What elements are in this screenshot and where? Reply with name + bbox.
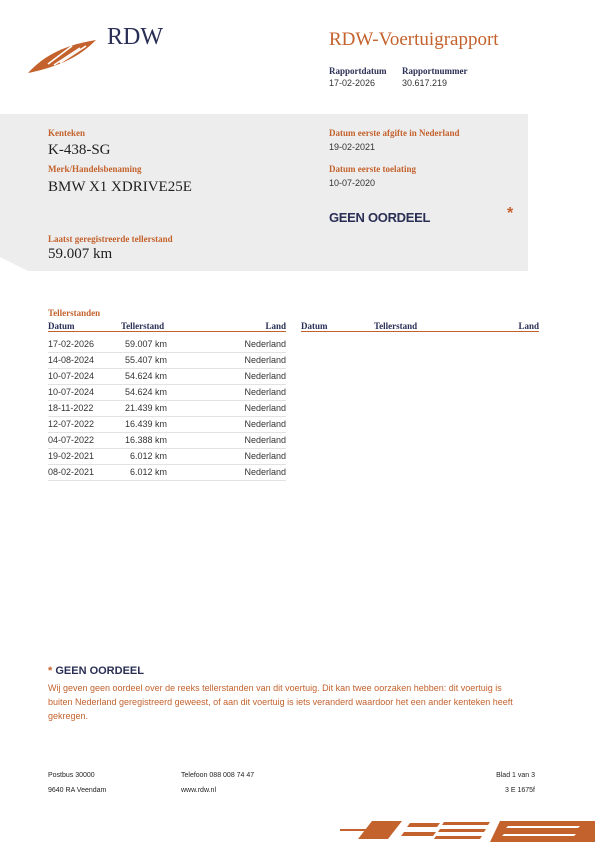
merk-value: BMW X1 XDRIVE25E xyxy=(48,179,192,195)
footer-postbus: Postbus 30000 xyxy=(48,772,95,779)
row-divider xyxy=(48,400,286,401)
row-1-land: Nederland xyxy=(244,339,286,349)
merk-label: Merk/Handelsbenaming xyxy=(48,164,142,174)
row-5-tellerstand: 21.439 km xyxy=(124,403,167,413)
row-4-tellerstand: 54.624 km xyxy=(124,387,167,397)
row-divider xyxy=(48,384,286,385)
rapportnummer-value: 30.617.219 xyxy=(402,78,448,88)
row-2-land: Nederland xyxy=(244,355,286,365)
row-divider xyxy=(48,480,286,481)
tellerstanden-title: Tellerstanden xyxy=(48,308,101,318)
row-4-datum: 10-07-2024 xyxy=(48,387,95,397)
row-divider xyxy=(48,448,286,449)
row-3-datum: 10-07-2024 xyxy=(48,371,95,381)
footer-website: www.rdw.nl xyxy=(181,787,217,794)
toelating-value: 10-07-2020 xyxy=(329,178,376,188)
row-7-datum: 04-07-2022 xyxy=(48,435,95,445)
toelating-label: Datum eerste toelating xyxy=(329,164,416,174)
row-1-datum: 17-02-2026 xyxy=(48,339,95,349)
row-8-datum: 19-02-2021 xyxy=(48,451,95,461)
rdw-logo-icon xyxy=(28,38,98,74)
footnote-text: Wij geven geen oordeel over de reeks tellerstanden van dit voertuig. Dit kan twee oorzaken hebben: dit voertuig is buiten Nederland geregistreerd geweest, of aan dit voertuig is iets veranderd waardoor het een ander kenteken heeft gekregen. xyxy=(48,683,513,721)
row-7-tellerstand: 16.388 km xyxy=(124,435,167,445)
footer-document-code: 3 E 1675f xyxy=(505,787,535,794)
col-header-tellerstand-right: Tellerstand xyxy=(374,321,418,331)
row-2-tellerstand: 55.407 km xyxy=(124,355,167,365)
row-divider xyxy=(48,352,286,353)
row-2-datum: 14-08-2024 xyxy=(48,355,95,365)
row-divider xyxy=(48,432,286,433)
table-header-rule xyxy=(48,331,286,332)
footnote-title-text: GEEN OORDEEL xyxy=(55,665,144,677)
col-header-tellerstand: Tellerstand xyxy=(121,321,165,331)
row-9-land: Nederland xyxy=(244,467,286,477)
row-6-tellerstand: 16.439 km xyxy=(124,419,167,429)
kenteken-value: K-438-SG xyxy=(48,142,111,158)
row-divider xyxy=(48,416,286,417)
row-8-tellerstand: 6.012 km xyxy=(129,451,167,461)
kenteken-label: Kenteken xyxy=(48,128,85,138)
row-divider xyxy=(48,368,286,369)
verdict-text: GEEN OORDEEL xyxy=(329,210,431,225)
col-header-land-right: Land xyxy=(518,321,539,331)
row-6-datum: 12-07-2022 xyxy=(48,419,95,429)
col-header-land: Land xyxy=(265,321,286,331)
brand-name: RDW xyxy=(107,24,163,50)
row-9-tellerstand: 6.012 km xyxy=(129,467,167,477)
row-9-datum: 08-02-2021 xyxy=(48,467,95,477)
footer-telefoon: Telefoon 088 008 74 47 xyxy=(181,772,255,779)
footer-page-number: Blad 1 van 3 xyxy=(496,772,535,779)
footnote-title xyxy=(48,665,144,677)
col-header-datum: Datum xyxy=(48,321,75,331)
row-4-land: Nederland xyxy=(244,387,286,397)
afgifte-value: 19-02-2021 xyxy=(329,142,376,152)
afgifte-label: Datum eerste afgifte in Nederland xyxy=(329,128,460,138)
row-5-land: Nederland xyxy=(244,403,286,413)
row-5-datum: 18-11-2022 xyxy=(48,403,94,413)
row-6-land: Nederland xyxy=(244,419,286,429)
footer-plaats: 9640 RA Veendam xyxy=(48,787,107,794)
row-3-land: Nederland xyxy=(244,371,286,381)
tellerstand-label: Laatst geregistreerde tellerstand xyxy=(48,234,173,244)
row-3-tellerstand: 54.624 km xyxy=(124,371,167,381)
row-1-tellerstand: 59.007 km xyxy=(124,339,167,349)
rapportdatum-label: Rapportdatum xyxy=(329,66,387,76)
verdict-footnote-star: * xyxy=(507,205,514,222)
footnote-star: * xyxy=(48,665,53,677)
row-divider xyxy=(48,464,286,465)
tellerstand-value: 59.007 km xyxy=(48,246,113,262)
report-title: RDW-Voertuigrapport xyxy=(329,29,499,50)
col-header-datum-right: Datum xyxy=(301,321,328,331)
rapportdatum-value: 17-02-2026 xyxy=(329,78,376,88)
table-header-rule-right xyxy=(301,331,539,332)
decorative-stripes-icon xyxy=(340,815,595,842)
row-8-land: Nederland xyxy=(244,451,286,461)
row-7-land: Nederland xyxy=(244,435,286,445)
rapportnummer-label: Rapportnummer xyxy=(402,66,468,76)
